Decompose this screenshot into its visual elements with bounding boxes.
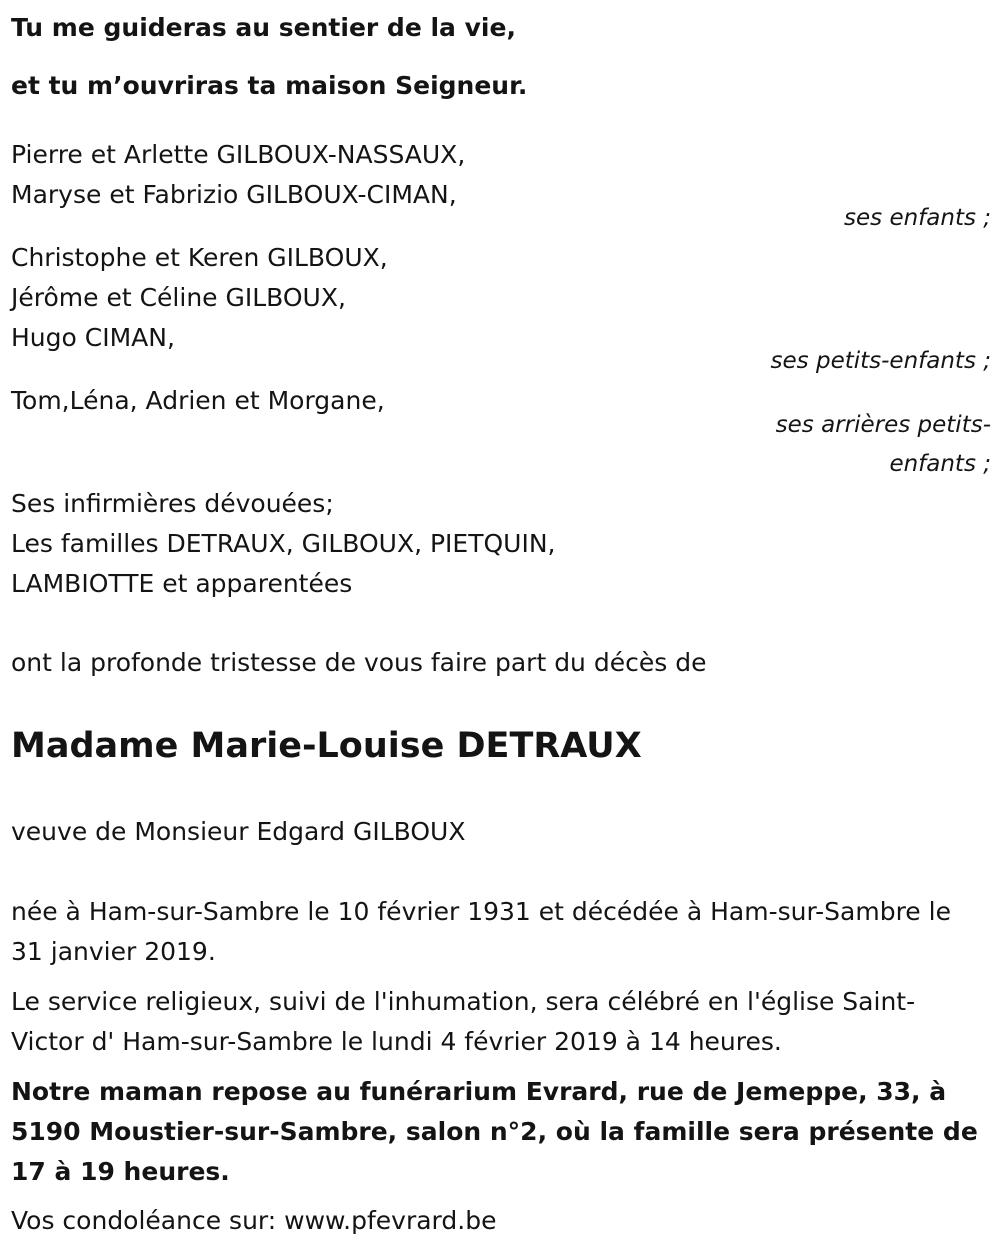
child-name: Pierre et Arlette GILBOUX-NASSAUX, — [11, 140, 466, 169]
announcement: ont la profonde tristesse de vous faire part du décès de — [11, 648, 707, 677]
grandchild-name: Christophe et Keren GILBOUX, — [11, 243, 388, 272]
widow-of: veuve de Monsieur Edgard GILBOUX — [11, 817, 466, 846]
others-line: LAMBIOTTE et apparentées — [11, 569, 353, 598]
service-info: Le service religieux, suivi de l'inhumation, sera célébré en l'église Saint-Victor d' Ham-sur-Sambre le lundi 4 février 2019 à 14 heures. — [11, 987, 916, 1056]
great-grandchildren-role-2: enfants ; — [889, 451, 991, 477]
verse-line-2: et tu m’ouvriras ta maison Seigneur. — [11, 71, 528, 100]
children-role: ses enfants ; — [844, 205, 991, 231]
birth-death: née à Ham-sur-Sambre le 10 février 1931 et décédée à Ham-sur-Sambre le 31 janvier 2019. — [11, 897, 951, 966]
great-grandchild-names: Tom,Léna, Adrien et Morgane, — [11, 386, 385, 415]
verse-line-1: Tu me guideras au sentier de la vie, — [11, 13, 516, 42]
grandchild-name: Hugo CIMAN, — [11, 323, 175, 352]
funeral-home-info: Notre maman repose au funérarium Evrard, rue de Jemeppe, 33, à 5190 Moustier-sur-Sambre, salon n°2, où la famille sera présente de 17 à 19 heures. — [11, 1077, 978, 1186]
condolences-link[interactable]: www.pfevrard.be — [284, 1206, 497, 1235]
verse — [11, 8, 527, 106]
others-block — [11, 484, 991, 604]
grandchildren-block — [11, 238, 991, 358]
condolences-label: Vos condoléance sur: — [11, 1206, 285, 1235]
deceased-name: Madame Marie-Louise DETRAUX — [11, 726, 642, 766]
grandchild-name: Jérôme et Céline GILBOUX, — [11, 283, 346, 312]
child-name: Maryse et Fabrizio GILBOUX-CIMAN, — [11, 180, 457, 209]
condolences — [11, 1201, 496, 1241]
great-grandchildren-role-1: ses arrières petits- — [775, 412, 991, 438]
others-line: Les familles DETRAUX, GILBOUX, PIETQUIN, — [11, 529, 556, 558]
others-line: Ses infirmières dévouées; — [11, 489, 334, 518]
grandchildren-role: ses petits-enfants ; — [770, 348, 991, 374]
